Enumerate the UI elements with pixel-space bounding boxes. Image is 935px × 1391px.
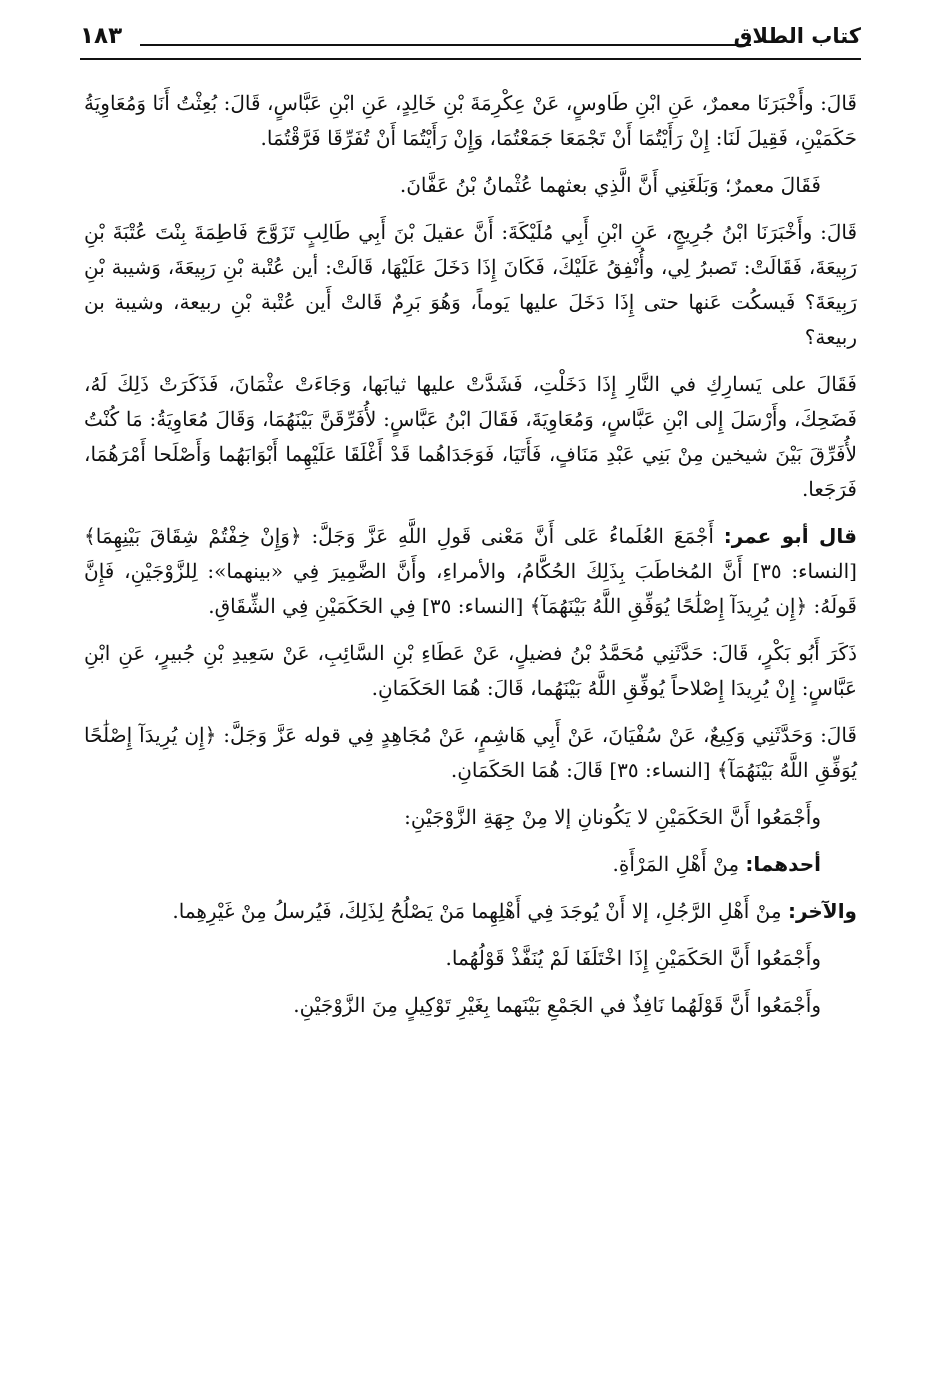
paragraph-3: [84, 215, 857, 355]
paragraph-lead: والآخر:: [787, 899, 857, 923]
paragraph-5: [84, 519, 857, 624]
paragraph-lead: قال أبو عمر:: [723, 524, 858, 548]
paragraph-text: ذَكَرَ أَبُو بَكْرٍ، قَالَ: حَدَّثَنِي مُحَمَّدُ بْنُ فضيلٍ، عَنْ عَطَاءِ بْنِ السَّائِبِ، عَنْ سَعِيدِ بْنِ جُبيرٍ، عَنِ ابْنِ عَبَّاسٍ: إِنْ يُرِيدَا إِصْلاحاً يُوفِّقِ اللَّهُ بَيْنَهُما، قَالَ: هُمَا الحَكَمَانِ.: [84, 641, 857, 700]
paragraph-text: مِنْ أَهْلِ الرَّجُلِ، إلا أَنْ يُوجَدَ فِي أَهْلِهِما مَنْ يَصْلُحُ لِذَلِكَ، فَيُرسلُ مِنْ غَيْرِهِما.: [172, 899, 782, 923]
header-rule: [140, 44, 751, 46]
page-body: [84, 86, 857, 1035]
paragraph-text: وأَجْمَعُوا أَنَّ قَوْلَهُما نَافِذٌ في الجَمْعِ بَيْنَهما بِغَيْرِ تَوْكِيلٍ مِنَ الزَّوْجَيْنِ.: [293, 993, 821, 1017]
page-header: [80, 14, 861, 58]
paragraph-text: فَقَالَ معمرٌ؛ وَبَلَغَنِي أَنَّ الَّذِي بعثهما عُثْمانُ بْنُ عَفَّانَ.: [399, 173, 821, 197]
paragraph-2: [84, 168, 857, 203]
paragraph-4: [84, 367, 857, 507]
paragraph-10: [84, 894, 857, 929]
paragraph-9: [84, 847, 857, 882]
paragraph-text: قَالَ: وأَخْبَرَنَا معمرٌ، عَنِ ابْنِ طَاوسٍ، عَنْ عِكْرِمَةَ بْنِ خَالِدٍ، عَنِ ابْنِ عَبَّاسٍ، قَالَ: بُعِثْتُ أَنَا وَمُعَاوِيَةُ حَكَمَيْنِ، فَقِيلَ لَنَا: إِنْ رَأَيْتُمَا أَنْ تَجْمَعَا جَمَعْتُمَا، وَإِنْ رَأَيْتُمَا أَنْ تُفَرِّقَا فَرَّقْتُمَا.: [84, 91, 857, 150]
paragraph-12: [84, 988, 857, 1023]
paragraph-7: [84, 718, 857, 788]
page-number: ١٨٣: [80, 23, 123, 49]
paragraph-text: وأَجْمَعُوا أَنَّ الحَكَمَيْنِ إِذَا اخْتَلَفَا لَمْ يُنَفَّذْ قَوْلُهُما.: [445, 946, 821, 970]
paragraph-text: قَالَ: وأَخْبَرَنَا ابْنُ جُرِيجٍ، عَنِ ابْنِ أَبِي مُلَيْكَةَ: أَنَّ عقيلَ بْنَ أَبِي طَالِبٍ تَزَوَّجَ فَاطِمَةَ بِنْتَ عُتْبَةَ بْنِ رَبِيعَةَ، فَقَالَتْ: تَصبرُ لِي، وأُنْفِقُ عَلَيْكَ، فَكَانَ إِذَا دَخَلَ عَلَيْهَا، قَالَتْ: أين عُتْبة بْنِ رَبِيعَةَ، وَشيبة بْنِ رَبِيعَةَ؟ فَيسكُت عَنها حتى إِذَا دَخَلَ عليها يَوماً، وَهُوَ بَرِمٌ قَالتْ أَين عُتْبة بْنِ ربيعة، وشيبة بن ربيعة؟: [84, 220, 857, 349]
paragraph-text: فَقَالَ على يَسارِكِ في النَّارِ إِذَا دَخَلْتِ، فَشَدَّتْ عليها ثيابَها، وَجَاءَتْ عثْمَانَ، فَذَكَرَتْ ذَلِكَ لَهُ، فَضَحِكَ، وأَرْسَلَ إِلى ابْنِ عَبَّاسٍ، وَمُعَاوِيَةَ، فَقَالَ ابْنُ عَبَّاسٍ: لأُفَرِّقَنَّ بَيْنَهُمَا، وَقَالَ مُعَاوِيَةُ: مَا كُنْتُ لأُفَرِّقَ بَيْنَ شيخين مِنْ بَنِي عَبْدِ مَنَافٍ، فَأَتَيَا، فَوَجَدَاهُما قَدْ أَغْلَقَا عَلَيْهِما أَبْوَابَهُما وَأَصْلَحا أَمْرَهُمَا، فَرَجَعا.: [84, 372, 857, 501]
paragraph-text: قَالَ: وَحَدَّثَنِي وَكِيعٌ، عَنْ سُفْيَانَ، عَنْ أَبِي هَاشِمٍ، عَنْ مُجَاهِدٍ فِي قوله عَزَّ وَجَلَّ: ﴿إِن يُرِيدَآ إِصْلَٰحًا يُوَفِّقِ اللَّهُ بَيْنَهُمَآ﴾ [النساء: ٣٥] قَالَ: هُمَا الحَكَمَانِ.: [84, 723, 857, 782]
paragraph-1: [84, 86, 857, 156]
chapter-title: كتاب الطلاق: [733, 24, 861, 48]
paragraph-11: [84, 941, 857, 976]
paragraph-6: [84, 636, 857, 706]
header-divider: [80, 58, 861, 60]
paragraph-text: مِنْ أَهْلِ المَرْأَةِ.: [612, 852, 740, 876]
paragraph-8: [84, 800, 857, 835]
paragraph-text: وأَجْمَعُوا أَنَّ الحَكَمَيْنِ لا يَكُونانِ إلا مِنْ جِهَةِ الزَّوْجَيْنِ:: [404, 805, 821, 829]
paragraph-lead: أحدهما:: [745, 852, 821, 876]
paragraph-text: أَجْمَعَ العُلَماءُ عَلى أَنَّ مَعْنى قَولِ اللَّهِ عَزَّ وَجَلَّ: ﴿وَإِنْ خِفْتُمْ شِقَاقَ بَيْنِهِمَا﴾ [النساء: ٣٥] أَنَّ المُخاطَبَ بِذَلِكَ الحُكَّامُ، والأمراءِ، وأَنَّ الضَّمِيرَ فِي «بينهما»: لِلزَّوْجَيْنِ، فَإِنَّ قَولَهُ: ﴿إِن يُرِيدَآ إِصْلَٰحًا يُوَفِّقِ اللَّهُ بَيْنَهُمَآ﴾ [النساء: ٣٥] فِي الحَكَمَيْنِ فِي الشِّقَاقِ.: [84, 524, 857, 618]
